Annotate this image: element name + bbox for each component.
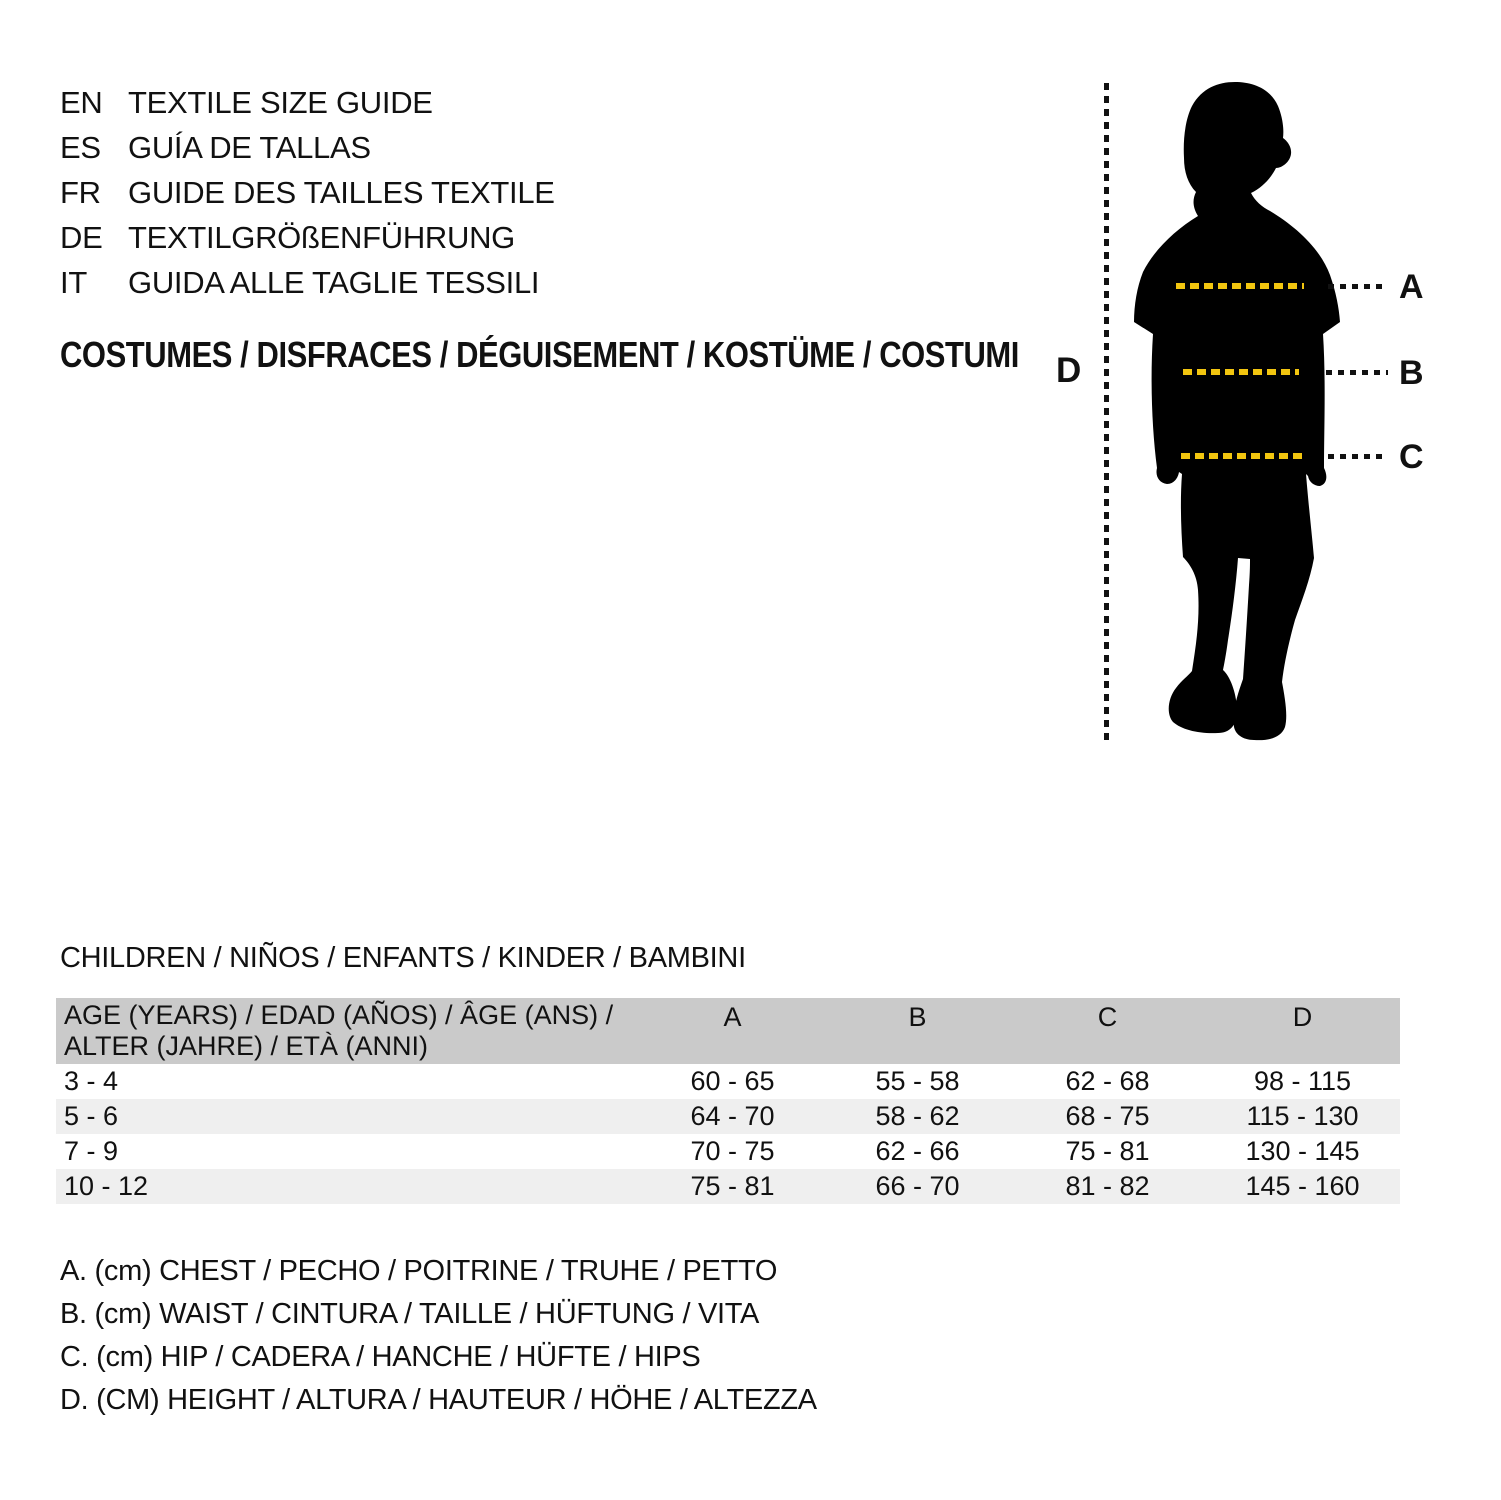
chest-cell: 64 - 70	[690, 1101, 775, 1131]
chest-measure-line	[1176, 283, 1304, 289]
hip-callout-dash	[1328, 454, 1388, 459]
legend-hip: C. (cm) HIP / CADERA / HANCHE / HÜFTE / HIPS	[60, 1341, 701, 1373]
language-title-list	[60, 80, 555, 305]
table-header-row	[56, 998, 1400, 1064]
height-measure-dashed-line	[1104, 83, 1109, 743]
age-cell: 3 - 4	[64, 1066, 119, 1096]
chest-cell: 70 - 75	[690, 1136, 775, 1166]
children-section-title: CHILDREN / NIÑOS / ENFANTS / KINDER / BAMBINI	[60, 942, 746, 974]
height-cell: 115 - 130	[1246, 1101, 1359, 1131]
costumes-heading: COSTUMES / DISFRACES / DÉGUISEMENT / KOSTÜME / COSTUMI	[60, 334, 1019, 375]
legend-waist: B. (cm) WAIST / CINTURA / TAILLE / HÜFTUNG / VITA	[60, 1298, 760, 1330]
language-code: DE	[60, 219, 103, 255]
language-code: FR	[60, 174, 101, 210]
height-cell: 130 - 145	[1245, 1136, 1360, 1166]
age-header-line2: ALTER (JAHRE) / ETÀ (ANNI)	[64, 1031, 429, 1061]
waist-cell: 66 - 70	[875, 1171, 960, 1201]
legend-chest: A. (cm) CHEST / PECHO / POITRINE / TRUHE / PETTO	[60, 1255, 778, 1287]
language-code: IT	[60, 264, 87, 300]
waist-cell: 55 - 58	[875, 1066, 960, 1096]
language-code: EN	[60, 84, 103, 120]
measurement-legend	[60, 1250, 817, 1422]
language-row	[60, 260, 555, 305]
language-code: ES	[60, 129, 101, 165]
language-row	[60, 80, 555, 125]
age-header-line1: AGE (YEARS) / EDAD (AÑOS) / ÂGE (ANS) /	[64, 1000, 614, 1030]
height-cell: 98 - 115	[1253, 1066, 1352, 1096]
age-cell: 10 - 12	[64, 1171, 149, 1201]
guide-title: GUÍA DE TALLAS	[128, 129, 371, 165]
age-cell: 5 - 6	[64, 1101, 119, 1131]
hip-cell: 75 - 81	[1065, 1136, 1150, 1166]
waist-cell: 62 - 66	[875, 1136, 960, 1166]
guide-title: GUIDA ALLE TAGLIE TESSILI	[128, 264, 540, 300]
measure-label-a: A	[1399, 268, 1424, 306]
column-header-d: D	[1292, 1002, 1313, 1032]
measure-label-d: D	[1056, 351, 1082, 390]
hip-measure-line	[1181, 453, 1304, 459]
hip-cell: 62 - 68	[1065, 1066, 1150, 1096]
column-header-a: A	[723, 1002, 742, 1032]
waist-callout-dash	[1326, 370, 1388, 375]
measure-label-c: C	[1399, 438, 1424, 476]
age-column-header	[56, 998, 640, 1064]
table-row	[56, 1064, 1400, 1099]
guide-title: TEXTILGRÖßENFÜHRUNG	[128, 219, 515, 255]
waist-measure-line	[1183, 369, 1299, 375]
waist-cell: 58 - 62	[875, 1101, 960, 1131]
chest-cell: 60 - 65	[690, 1066, 775, 1096]
hip-cell: 81 - 82	[1065, 1171, 1150, 1201]
guide-title: GUIDE DES TAILLES TEXTILE	[128, 174, 555, 210]
age-cell: 7 - 9	[64, 1136, 119, 1166]
chest-cell: 75 - 81	[690, 1171, 775, 1201]
child-silhouette	[1130, 80, 1345, 745]
children-size-table	[56, 998, 1437, 1204]
chest-callout-dash	[1328, 284, 1388, 289]
language-row	[60, 125, 555, 170]
table-row	[56, 1169, 1400, 1204]
language-row	[60, 170, 555, 215]
table-row	[56, 1134, 1400, 1169]
language-row	[60, 215, 555, 260]
table-row	[56, 1099, 1400, 1134]
hip-cell: 68 - 75	[1065, 1101, 1150, 1131]
measure-label-b: B	[1399, 354, 1424, 392]
column-header-c: C	[1097, 1002, 1118, 1032]
column-header-b: B	[908, 1002, 927, 1032]
guide-title: TEXTILE SIZE GUIDE	[128, 84, 433, 120]
legend-height: D. (CM) HEIGHT / ALTURA / HAUTEUR / HÖHE / ALTEZZA	[60, 1384, 817, 1416]
height-cell: 145 - 160	[1245, 1171, 1360, 1201]
